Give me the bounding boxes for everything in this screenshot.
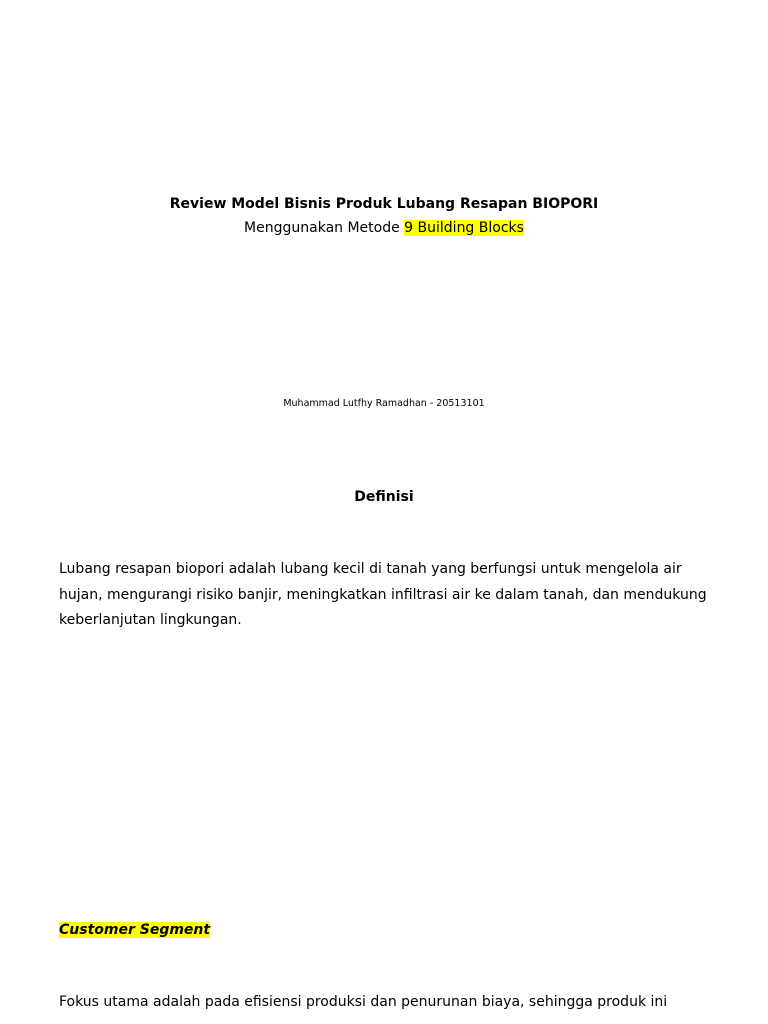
customer-segment-highlight: Customer Segment <box>59 922 211 938</box>
author-line: Muhammad Lutfhy Ramadhan - 20513101 <box>283 398 485 409</box>
document-subtitle <box>0 219 768 237</box>
subtitle-highlight: 9 Building Blocks <box>404 220 524 236</box>
section-heading-definisi: Definisi <box>354 489 414 505</box>
document-title: Review Model Bisnis Produk Lubang Resapan BIOPORI <box>169 196 599 212</box>
section-heading-customer-segment <box>59 921 210 939</box>
customer-segment-paragraph: Fokus utama adalah pada efisiensi produksi dan penurunan biaya, sehingga produk ini <box>59 994 668 1010</box>
subtitle-prefix: Menggunakan Metode <box>244 220 405 236</box>
definition-paragraph: Lubang resapan biopori adalah lubang kecil di tanah yang berfungsi untuk mengelola air hujan, mengurangi risiko banjir, meningkatkan infiltrasi air ke dalam tanah, dan mendukung keberlanjutan lingkungan. <box>59 561 707 629</box>
